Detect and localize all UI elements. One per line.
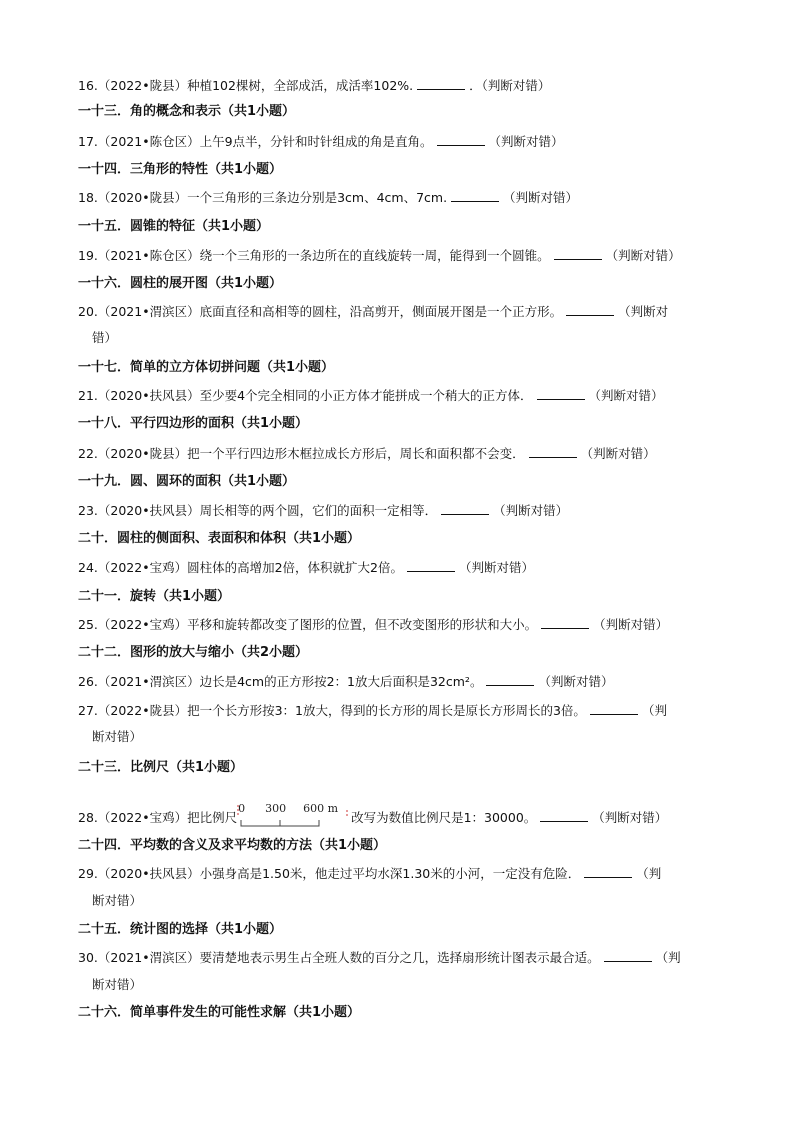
question-item-28 xyxy=(78,802,667,830)
judge-instruction: （判 xyxy=(655,950,681,965)
judge-instruction: （判断对错） xyxy=(605,248,681,263)
answer-blank[interactable] xyxy=(417,78,465,90)
question-text: 16.（2022•陇县）种植102棵树，全部成活，成活率102%. xyxy=(78,78,414,93)
judge-instruction: （判断对 xyxy=(618,304,669,319)
question-text: 25.（2022•宝鸡）平移和旋转都改变了图形的位置，但不改变图形的形状和大小。 xyxy=(78,617,538,632)
question-text: 28.（2022•宝鸡）把比例尺 xyxy=(78,810,238,825)
section-heading: 一十五．圆锥的特征（共1小题） xyxy=(78,219,270,234)
judge-instruction: （判断对错） xyxy=(588,388,664,403)
judge-instruction: （判 xyxy=(636,866,662,881)
question-text: 19.（2021•陈仓区）绕一个三角形的一条边所在的直线旋转一周，能得到一个圆锥。 xyxy=(78,248,550,263)
section-heading: 一十九．圆、圆环的面积（共1小题） xyxy=(78,474,296,489)
question-continuation: 断对错） xyxy=(92,893,143,908)
question-item xyxy=(78,78,550,94)
judge-instruction: （判断对错） xyxy=(503,190,579,205)
judge-instruction: （判断对错） xyxy=(538,674,614,689)
answer-blank[interactable] xyxy=(584,866,632,878)
question-text: 26.（2021•渭滨区）边长是4cm的正方形按2：1放大后面积是32cm²。 xyxy=(78,674,483,689)
question-text: 17.（2021•陈仓区）上午9点半，分针和时针组成的角是直角。 xyxy=(78,134,433,149)
question-item xyxy=(78,248,681,264)
answer-blank[interactable] xyxy=(541,617,589,629)
question-item xyxy=(78,703,667,719)
question-item xyxy=(78,134,564,150)
question-text: 21.（2020•扶风县）至少要4个完全相同的小正方体才能拼成一个稍大的正方体． xyxy=(78,388,533,403)
answer-blank[interactable] xyxy=(529,446,577,458)
scale-label: 600 m xyxy=(303,802,339,815)
answer-blank[interactable] xyxy=(554,248,602,260)
judge-instruction: （判 xyxy=(641,703,667,718)
answer-blank[interactable] xyxy=(441,503,489,515)
section-heading: 一十七．简单的立方体切拼问题（共1小题） xyxy=(78,360,335,375)
question-text: 改写为数值比例尺是1：30000。 xyxy=(351,810,537,825)
scale-label: 0 xyxy=(238,802,246,815)
question-text: 30.（2021•渭滨区）要清楚地表示男生占全班人数的百分之几，选择扇形统计图表示最合适。 xyxy=(78,950,600,965)
section-heading: 二十四．平均数的含义及求平均数的方法（共1小题） xyxy=(78,838,387,853)
section-heading: 二十二．图形的放大与缩小（共2小题） xyxy=(78,645,309,660)
section-heading: 二十一．旋转（共1小题） xyxy=(78,589,231,604)
judge-instruction: （判断对错） xyxy=(592,810,668,825)
question-text: 18.（2020•陇县）一个三角形的三条边分别是3cm、4cm、7cm. xyxy=(78,190,448,205)
answer-blank[interactable] xyxy=(451,190,499,202)
section-heading: 二十五．统计图的选择（共1小题） xyxy=(78,922,283,937)
question-text: 23.（2020•扶风县）周长相等的两个圆，它们的面积一定相等． xyxy=(78,503,438,518)
question-text: 20.（2021•渭滨区）底面直径和高相等的圆柱，沿高剪开，侧面展开图是一个正方形。 xyxy=(78,304,563,319)
judge-instruction: （判断对错） xyxy=(458,560,534,575)
question-item xyxy=(78,617,668,633)
question-text: 27.（2022•陇县）把一个长方形按3：1放大，得到的长方形的周长是原长方形周长的3倍。 xyxy=(78,703,586,718)
question-continuation: 错） xyxy=(92,330,118,345)
question-item xyxy=(78,560,534,576)
answer-blank[interactable] xyxy=(604,950,652,962)
section-heading: 二十三．比例尺（共1小题） xyxy=(78,760,244,775)
answer-blank[interactable] xyxy=(566,304,614,316)
question-item xyxy=(78,388,664,404)
judge-instruction: （判断对错） xyxy=(493,503,569,518)
judge-instruction: （判断对错） xyxy=(580,446,656,461)
answer-blank[interactable] xyxy=(590,703,638,715)
question-text: 24.（2022•宝鸡）圆柱体的高增加2倍，体积就扩大2倍。 xyxy=(78,560,403,575)
answer-blank[interactable] xyxy=(486,674,534,686)
judge-instruction: ．（判断对错） xyxy=(469,78,551,93)
answer-blank[interactable] xyxy=(537,388,585,400)
answer-blank[interactable] xyxy=(540,810,588,822)
question-continuation: 断对错） xyxy=(92,729,143,744)
question-text: 22.（2020•陇县）把一个平行四边形木框拉成长方形后，周长和面积都不会变． xyxy=(78,446,525,461)
judge-instruction: （判断对错） xyxy=(488,134,564,149)
question-text: 29.（2020•扶风县）小强身高是1.50米，他走过平均水深1.30米的小河，一定没有危险． xyxy=(78,866,581,881)
question-item xyxy=(78,950,681,966)
section-heading: 一十八．平行四边形的面积（共1小题） xyxy=(78,416,309,431)
line-scale-figure xyxy=(237,802,349,830)
section-heading: 二十．圆柱的侧面积、表面积和体积（共1小题） xyxy=(78,531,361,546)
question-item xyxy=(78,674,613,690)
question-item xyxy=(78,866,661,882)
question-item xyxy=(78,190,578,206)
section-heading: 一十六．圆柱的展开图（共1小题） xyxy=(78,276,283,291)
section-heading: 二十六．简单事件发生的可能性求解（共1小题） xyxy=(78,1005,361,1020)
scale-bar-line xyxy=(241,820,319,826)
section-heading: 一十四．三角形的特性（共1小题） xyxy=(78,162,283,177)
question-continuation: 断对错） xyxy=(92,977,143,992)
question-item xyxy=(78,304,668,320)
answer-blank[interactable] xyxy=(437,134,485,146)
question-item xyxy=(78,503,568,519)
question-item xyxy=(78,446,656,462)
answer-blank[interactable] xyxy=(407,560,455,572)
section-heading: 一十三．角的概念和表示（共1小题） xyxy=(78,104,296,119)
scale-label: 300 xyxy=(265,802,287,815)
judge-instruction: （判断对错） xyxy=(593,617,669,632)
